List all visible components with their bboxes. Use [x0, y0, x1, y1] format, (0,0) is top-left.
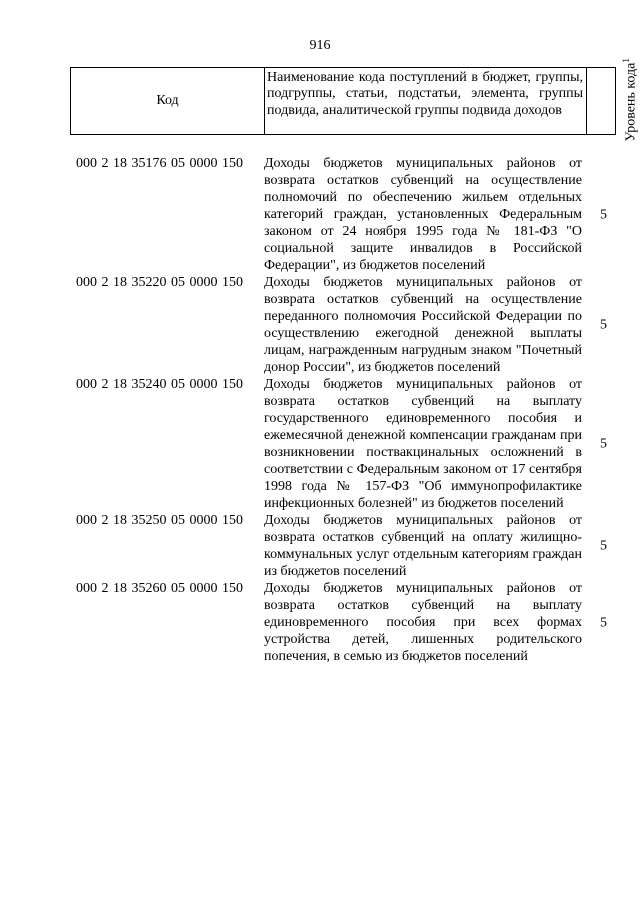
- table-header: [70, 58, 639, 142]
- header-code: Код: [71, 68, 265, 135]
- footnote-mark: 1: [620, 58, 631, 63]
- row-level: 5: [600, 317, 607, 333]
- page-number: 916: [309, 38, 331, 53]
- row-level: 5: [600, 436, 607, 452]
- row-name: Доходы бюджетов муниципальных районов от возврата остатков субвенций на осуществление полномочий по обеспечению жильем отдельных категорий граждан, установленных Федеральным законом от 24 ноября 1995 года № 181-ФЗ "О социальной защите инвалидов в Российской Федерации", из бюджетов поселений: [264, 156, 582, 273]
- table-row: [70, 376, 615, 512]
- table-row: [70, 274, 615, 376]
- header-name: Наименование кода поступлений в бюджет, группы, подгруппы, статьи, подстатьи, элемента, группы подвида, аналитической группы подвида доходов: [265, 68, 587, 135]
- row-code: 000 2 18 35176 05 0000 150: [76, 156, 243, 171]
- row-code: 000 2 18 35220 05 0000 150: [76, 275, 243, 290]
- row-name: Доходы бюджетов муниципальных районов от возврата остатков субвенций на выплату единовременного пособия при всех формах устройства детей, лишенных родительского попечения, в семью из бюджетов поселений: [264, 581, 582, 664]
- table-row: [70, 512, 615, 580]
- table-row: [70, 155, 615, 274]
- header-level-rotated: [620, 58, 638, 141]
- row-code: 000 2 18 35260 05 0000 150: [76, 581, 243, 596]
- table-body: [70, 155, 615, 665]
- row-name: Доходы бюджетов муниципальных районов от возврата остатков субвенций на осуществление переданного полномочия Российской Федерации по осуществлению ежегодной денежной выплаты лицам, награжденным нагрудным знаком "Почетный донор России", из бюджетов поселений: [264, 275, 582, 375]
- table-row: [70, 580, 615, 665]
- row-name: Доходы бюджетов муниципальных районов от возврата остатков субвенций на выплату государственного единовременного пособия и ежемесячной денежной компенсации гражданам при возникновении поствакцинальных осложнений в соответствии с Федеральным законом от 17 сентября 1998 года № 157-ФЗ "Об иммунопрофилактике инфекционных болезней" из бюджетов поселений: [264, 377, 582, 511]
- header-level: [587, 58, 639, 142]
- row-level: 5: [600, 207, 607, 222]
- row-name: Доходы бюджетов муниципальных районов от возврата остатков субвенций на оплату жилищно-коммунальных услуг отдельным категориям граждан из бюджетов поселений: [264, 513, 582, 579]
- row-level: 5: [600, 538, 607, 554]
- row-level: 5: [600, 615, 607, 630]
- row-code: 000 2 18 35240 05 0000 150: [76, 377, 243, 392]
- row-code: 000 2 18 35250 05 0000 150: [76, 513, 243, 528]
- header-level-text: Уровень кода: [623, 62, 639, 142]
